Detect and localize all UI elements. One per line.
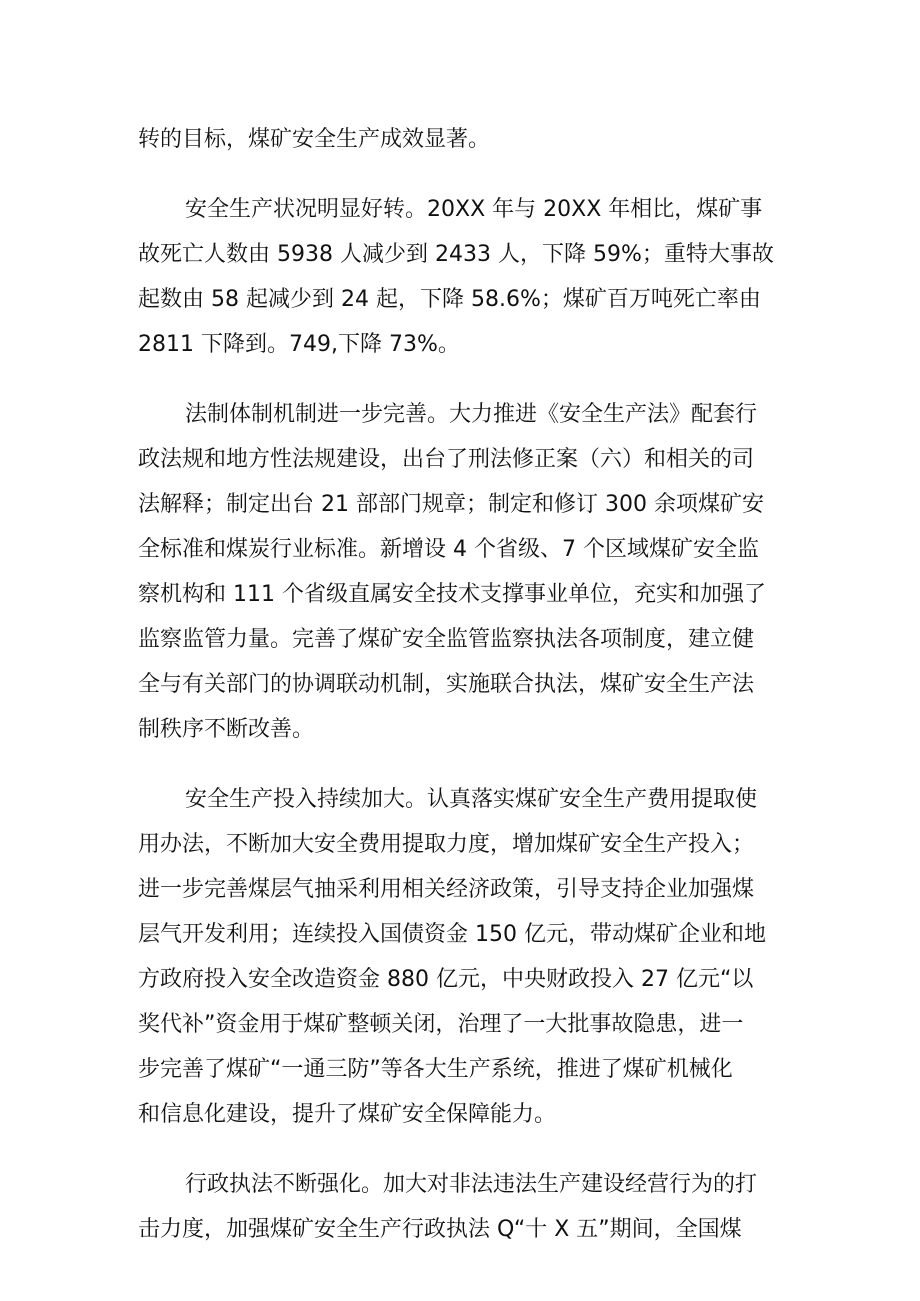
- text-line: 层气开发利用；连续投入国债资金 150 亿元，带动煤矿企业和地: [138, 922, 766, 947]
- text-line: 起数由 58 起减少到 24 起，下降 58.6%；煤矿百万吨死亡率由: [138, 287, 761, 312]
- paragraph-legal-system: [138, 392, 784, 752]
- text-line: 方政府投入安全改造资金 880 亿元，中央财政投入 27 亿元“以: [138, 967, 754, 992]
- text-line: 安全生产投入持续加大。认真落实煤矿安全生产费用提取使: [185, 787, 758, 812]
- text-line: 制秩序不断改善。: [138, 717, 315, 742]
- paragraph-enforcement: [138, 1162, 784, 1252]
- text-line: 行政执法不断强化。加大对非法违法生产建设经营行为的打: [185, 1172, 758, 1197]
- text-line: 监察监管力量。完善了煤矿安全监管监察执法各项制度，建立健: [138, 627, 755, 652]
- paragraph-investment: [138, 777, 784, 1137]
- text-line: 全与有关部门的协调联动机制，实施联合执法，煤矿安全生产法: [138, 672, 755, 697]
- paragraph-safety-status: [138, 187, 784, 367]
- text-line: 和信息化建设，提升了煤矿安全保障能力。: [138, 1102, 557, 1127]
- text-line: 转的目标，煤矿安全生产成效显著。: [138, 127, 491, 152]
- paragraph-continuation: [138, 117, 784, 162]
- text-line: 用办法，不断加大安全费用提取力度，增加煤矿安全生产投入；: [138, 832, 755, 857]
- text-line: 步完善了煤矿“一通三防”等各大生产系统，推进了煤矿机械化: [138, 1057, 733, 1082]
- text-line: 故死亡人数由 5938 人减少到 2433 人，下降 59%；重特大事故: [138, 242, 774, 267]
- text-line: 法解释；制定出台 21 部部门规章；制定和修订 300 余项煤矿安: [138, 492, 764, 517]
- text-line: 击力度，加强煤矿安全生产行政执法 Q“十 X 五”期间，全国煤: [138, 1217, 742, 1242]
- text-line: 法制体制机制进一步完善。大力推进《安全生产法》配套行: [185, 402, 758, 427]
- text-line: 政法规和地方性法规建设，出台了刑法修正案（六）和相关的司: [138, 447, 755, 472]
- text-line: 奖代补”资金用于煤矿整顿关闭，治理了一大批事故隐患，进一: [138, 1012, 744, 1037]
- text-line: 察机构和 111 个省级直属安全技术支撑事业单位，充实和加强了: [138, 582, 766, 607]
- text-line: 2811 下降到。749,下降 73%。: [138, 332, 460, 357]
- text-line: 全标准和煤炭行业标准。新增设 4 个省级、7 个区域煤矿安全监: [138, 537, 759, 562]
- text-line: 安全生产状况明显好转。20XX 年与 20XX 年相比，煤矿事: [185, 197, 763, 222]
- document-body: [138, 117, 784, 1252]
- text-line: 进一步完善煤层气抽采利用相关经济政策，引导支持企业加强煤: [138, 877, 755, 902]
